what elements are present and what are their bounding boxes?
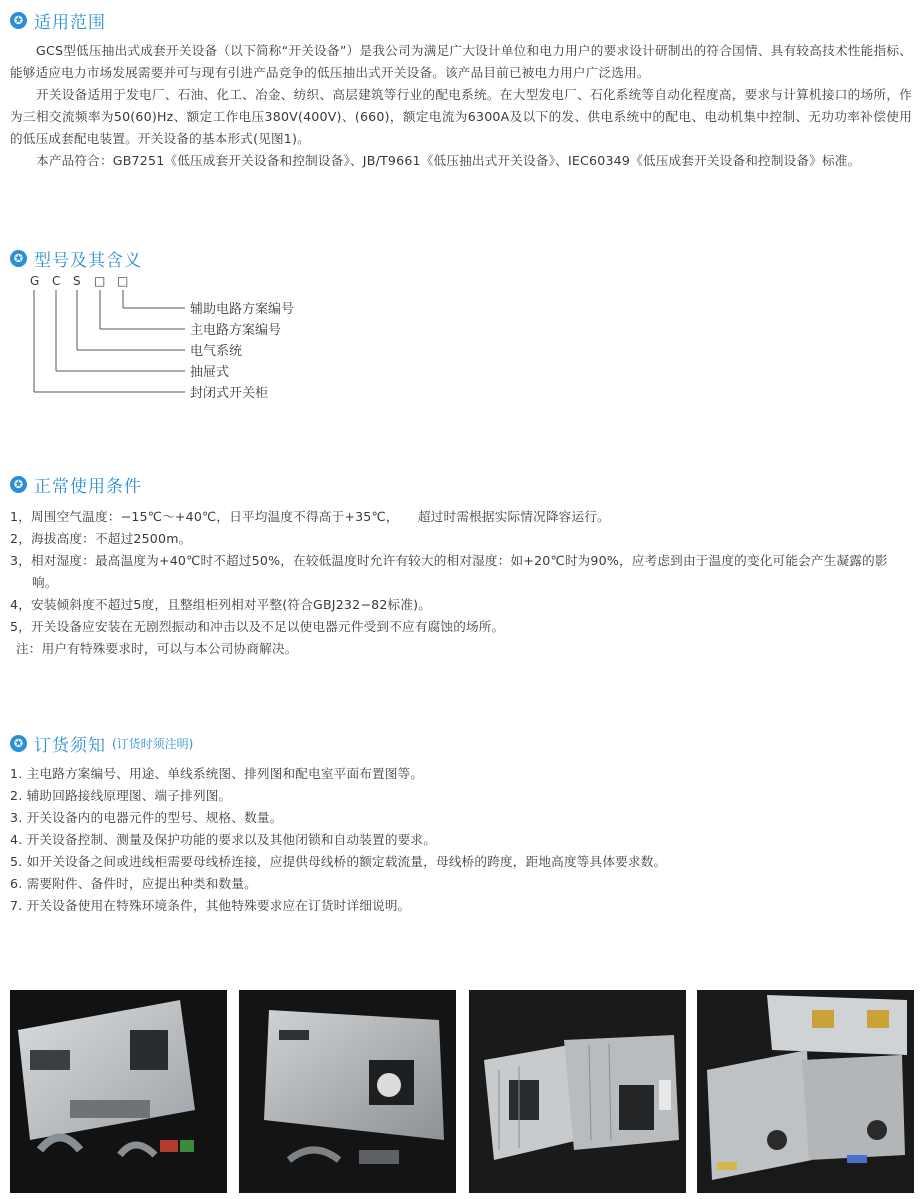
ordering-item: 1. 主电路方案编号、用途、单线系统图、排列图和配电室平面布置图等。 bbox=[10, 766, 424, 781]
code-label: 封闭式开关柜 bbox=[190, 386, 269, 401]
scope-body bbox=[10, 40, 912, 172]
star-icon: ✪ bbox=[10, 735, 27, 752]
condition-note: 注：用户有特殊要求时，可以与本公司协商解决。 bbox=[16, 641, 298, 656]
ordering-item: 4. 开关设备控制、测量及保护功能的要求以及其他闭锁和自动装置的要求。 bbox=[10, 832, 437, 847]
scope-title: 适用范围 bbox=[34, 12, 106, 33]
ordering-item: 2. 辅助回路接线原理图、端子排列图。 bbox=[10, 788, 232, 803]
code-label: 电气系统 bbox=[190, 344, 243, 359]
condition-item: 3，相对湿度：最高温度为+40℃时不超过50%，在较低温度时允许有较大的相对湿度：如+20℃时为90%，应考虑到由于温度的变化可能会产生凝露的影响。 bbox=[10, 553, 888, 590]
product-photo-drawer-modules bbox=[697, 990, 914, 1193]
ordering-subtitle: (订货时须注明) bbox=[112, 736, 194, 751]
ordering-section bbox=[10, 731, 912, 917]
star-icon: ✪ bbox=[10, 12, 27, 29]
model-section bbox=[10, 246, 912, 416]
scope-heading bbox=[10, 8, 912, 32]
product-photo-drawer-parts bbox=[10, 990, 227, 1193]
ordering-heading bbox=[10, 731, 912, 755]
ordering-title: 订货须知 bbox=[34, 735, 106, 756]
code-letter: □ bbox=[117, 274, 129, 288]
ordering-item: 5. 如开关设备之间或进线柜需要母线桥连接，应提供母线桥的额定载流量，母线桥的跨度，距地高度等具体要求数。 bbox=[10, 854, 667, 869]
product-photo-drawer-open bbox=[239, 990, 456, 1193]
condition-item: 1，周围空气温度：−15℃～+40℃，日平均温度不得高于+35℃， 超过时需根据实际情况降容运行。 bbox=[10, 509, 610, 524]
code-letter: S bbox=[73, 274, 81, 288]
star-icon: ✪ bbox=[10, 476, 27, 493]
ordering-list bbox=[10, 763, 912, 917]
scope-paragraph: 开关设备适用于发电厂、石油、化工、冶金、纺织、高层建筑等行业的配电系统。在大型发电厂、石化系统等自动化程度高，要求与计算机接口的场所，作为三相交流频率为50(60)Hz、额定工作电压380V(400V)、(660)，额定电流为6300A及以下的发、供电系统中的配电、电动机集中控制、无功功率补偿使用的低压成套配电装置。开关设备的基本形式(见图1)。 bbox=[10, 87, 912, 146]
model-title: 型号及其含义 bbox=[34, 250, 142, 271]
star-icon: ✪ bbox=[10, 250, 27, 267]
ordering-item: 6. 需要附件、备件时，应提出种类和数量。 bbox=[10, 876, 257, 891]
model-heading bbox=[10, 246, 912, 270]
conditions-list bbox=[10, 506, 912, 660]
code-letter: C bbox=[52, 274, 61, 288]
code-label: 抽屉式 bbox=[190, 365, 230, 380]
model-code-diagram bbox=[10, 272, 350, 402]
conditions-title: 正常使用条件 bbox=[34, 476, 142, 497]
scope-paragraph: 本产品符合：GB7251《低压成套开关设备和控制设备》、JB/T9661《低压抽出式开关设备》、IEC60349《低压成套开关设备和控制设备》标准。 bbox=[36, 153, 861, 168]
conditions-section bbox=[10, 472, 912, 660]
ordering-item: 7. 开关设备使用在特殊环境条件，其他特殊要求应在订货时详细说明。 bbox=[10, 898, 411, 913]
code-label: 辅助电路方案编号 bbox=[190, 302, 295, 317]
condition-item: 5，开关设备应安装在无剧烈振动和冲击以及不足以使电器元件受到不应有腐蚀的场所。 bbox=[10, 619, 505, 634]
code-label: 主电路方案编号 bbox=[190, 323, 282, 338]
scope-section bbox=[10, 8, 912, 172]
ordering-item: 3. 开关设备内的电器元件的型号、规格、数量。 bbox=[10, 810, 283, 825]
code-letter: □ bbox=[94, 274, 106, 288]
condition-item: 2，海拔高度：不超过2500m。 bbox=[10, 531, 192, 546]
product-photo-two-drawers bbox=[469, 990, 686, 1193]
condition-item: 4，安装倾斜度不超过5度，且整组柜列相对平整(符合GBJ232−82标准)。 bbox=[10, 597, 432, 612]
conditions-heading bbox=[10, 472, 912, 496]
scope-paragraph: GCS型低压抽出式成套开关设备（以下简称“开关设备”）是我公司为满足广大设计单位和电力用户的要求设计研制出的符合国情、具有较高技术性能指标、能够适应电力市场发展需要并可与现有引进产品竞争的低压抽出式开关设备。该产品目前已被电力用户广泛选用。 bbox=[10, 43, 912, 80]
code-letter: G bbox=[30, 274, 40, 288]
